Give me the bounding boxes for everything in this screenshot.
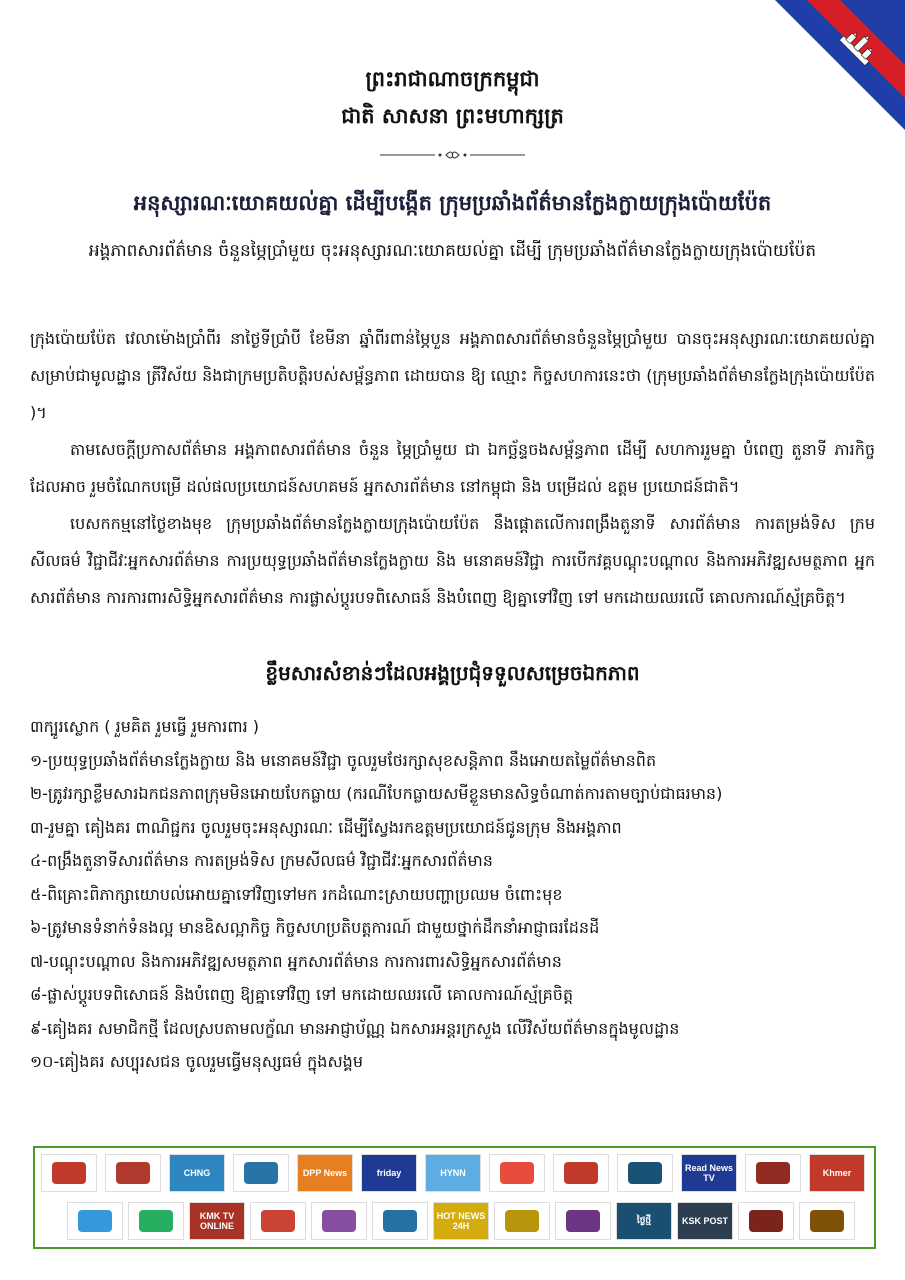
kingdom-heading: ព្រះរាជាណាចក្រកម្ពុជា <box>365 66 540 91</box>
partner-logo: HOT NEWS 24H <box>433 1202 489 1240</box>
partner-logo <box>128 1202 184 1240</box>
partner-logo: KMK TV ONLINE <box>189 1202 245 1240</box>
logo-mark-icon <box>505 1210 539 1232</box>
partner-logo <box>105 1154 161 1192</box>
partner-logo <box>494 1202 550 1240</box>
partner-logo: HYNN <box>425 1154 481 1192</box>
list-item: ២-ត្រូវរក្សាខ្លឹមសារឯកជនភាពក្រុមមិនអោយបែកធ្លាយ (ករណីបែកធ្លាយសមីខ្លួនមានសិទ្ធចំណាត់ការតាមច្បាប់ជាធរមាន) <box>30 784 723 803</box>
list-item: ១០-គៀងគរ សប្បុរសជន ចូលរួមធ្វើមនុស្សធម៌ ក្នុងសង្គម <box>30 1052 363 1071</box>
logo-mark-icon <box>566 1210 600 1232</box>
logo-mark-icon <box>116 1162 150 1184</box>
partner-logo: KSK POST <box>677 1202 733 1240</box>
logo-mark-icon <box>261 1210 295 1232</box>
partner-logo <box>799 1202 855 1240</box>
partner-logo <box>553 1154 609 1192</box>
logo-mark-icon <box>139 1210 173 1232</box>
partner-logo <box>489 1154 545 1192</box>
logo-mark-icon <box>244 1162 278 1184</box>
partner-logo: Read News TV <box>681 1154 737 1192</box>
partner-logo <box>738 1202 794 1240</box>
paragraph: តាមសេចក្តីប្រកាសព័ត៌មាន អង្គភាពសារព័ត៌មាន ចំនួន ម្ភៃប្រាំមួយ ជា ឯកច្ឆ័ន្ទចងសម្ព័ន្ធភាព ដើម្បី សហការរួមគ្នា បំពេញ តួនាទី ភារកិច្ច ដែលអាច រួមចំណែកបម្រើ ដល់ផលប្រយោជន៍សហគមន៍ អ្នកសារព័ត៌មាន នៅកម្ពុជា និង បម្រើដល់ ឧត្តម ប្រយោជន៍ជាតិ។ <box>30 440 875 496</box>
logo-mark-icon <box>322 1210 356 1232</box>
list-item: ១-ប្រយុទ្ធប្រឆាំងព័ត៌មានក្លែងក្លាយ និង មនោគមន៍វិជ្ជា ចូលរួមថែរក្សាសុខសន្តិភាព នឹងអោយតម្លៃព័ត៌មានពិត <box>30 750 657 770</box>
list-item: ៣ក្បូរស្លោក ( រួមគិត រួមធ្វើ រួមការពារ ) <box>30 717 260 736</box>
partner-logo: DPP News <box>297 1154 353 1192</box>
divider-ornament-icon <box>380 148 525 162</box>
partner-logos-band <box>33 1146 876 1249</box>
page-subtitle: អង្គភាពសារព័ត៌មាន ចំនួនម្ភៃប្រាំមួយ ចុះអនុស្សារណៈយោគយល់គ្នា ដើម្បី ក្រុមប្រឆាំងព័ត៌មានក្លែងក្លាយក្រុងប៉ោយប៉ែត <box>88 241 817 261</box>
logo-mark-icon <box>810 1210 844 1232</box>
points-list <box>30 710 875 1079</box>
partner-logo <box>250 1202 306 1240</box>
paragraph: ក្រុងប៉ោយប៉ែត វេលាម៉ោងប្រាំពីរ នាថ្ងៃទីប្រាំបី ខែមីនា ឆ្នាំពីរពាន់ម្ភៃបួន អង្គភាពសារព័ត៌មានចំនួនម្ភៃប្រាំមួយ បានចុះអនុស្សារណៈយោគយល់គ្នា សម្រាប់ជាមូលដ្ឋាន ត្រីវិស័យ និងជាក្រមប្រតិបត្តិរបស់សម្ព័ន្ធភាព ដោយបាន ឱ្យ ឈ្មោះ កិច្ចសហការនេះថា (ក្រុមប្រឆាំងព័ត៌មានក្លែងក្រុងប៉ោយប៉ែត )។ <box>30 329 875 422</box>
partner-logo <box>555 1202 611 1240</box>
logo-mark-icon <box>383 1210 417 1232</box>
national-motto: ជាតិ សាសនា ព្រះមហាក្សត្រ <box>341 103 564 128</box>
page-title: អនុស្សារណៈយោគយល់គ្នា ដើម្បីបង្កើត ក្រុមប្រឆាំងព័ត៌មានក្លែងក្លាយក្រុងប៉ោយប៉ែត <box>133 191 772 215</box>
list-item: ៩-គៀងគរ សមាជិកថ្មី ដែលស្របតាមលក្ខ័ណ មានអាជ្ញាប័ណ្ណ ឯកសារអន្តរក្រសួង លើវិស័យព័ត៌មានក្នុងមូលដ្ឋាន <box>30 1018 680 1038</box>
partner-logo: CHNG <box>169 1154 225 1192</box>
partner-logo <box>372 1202 428 1240</box>
list-item: ៦-ត្រូវមានទំនាក់ទំនងល្អ មានឧិសល្អាកិច្ច កិច្ចសហប្រតិបត្តការណ៍ ជាមួយថ្នាក់ដឹកនាំអាជ្ញាធរដែនដី <box>30 918 600 937</box>
logo-mark-icon <box>52 1162 86 1184</box>
logo-mark-icon <box>749 1210 783 1232</box>
partner-logo <box>745 1154 801 1192</box>
partner-logo: Khmer <box>809 1154 865 1192</box>
logo-mark-icon <box>756 1162 790 1184</box>
list-item: ៥-ពិគ្រោះពិភាក្សាយោបល់អោយគ្នាទៅវិញទៅមក រកដំណោះស្រាយបញ្ហាប្រឈម ចំពោះមុខ <box>30 884 563 904</box>
partner-logo <box>41 1154 97 1192</box>
logo-mark-icon <box>500 1162 534 1184</box>
list-item: ៤-ពង្រឹងតួនាទីសារព័ត៌មាន ការតម្រង់ទិស ក្រមសីលធម៌ វិជ្ជាជីវៈអ្នកសារព័ត៌មាន <box>30 851 493 870</box>
list-item: ៨-ផ្លាស់ប្តូរបទពិសោធន៍ និងបំពេញ ឱ្យគ្នាទៅវិញ ទៅ មកដោយឈរលើ គោលការណ៍ស្ម័គ្រចិត្ត <box>30 985 574 1004</box>
list-item: ៧-បណ្តុះបណ្តាល និងការអភិវឌ្ឍសមត្ថភាព អ្នកសារព័ត៌មាន ការការពារសិទ្ធិអ្នកសារព័ត៌មាន <box>30 951 562 971</box>
logo-mark-icon <box>628 1162 662 1184</box>
partner-logo <box>67 1202 123 1240</box>
partner-logo <box>617 1154 673 1192</box>
section-title: ខ្លឹមសារសំខាន់ៗដែលអង្គប្រជុំទទួលសម្រេចឯកភាព <box>265 661 640 685</box>
paragraph: បេសកកម្មនៅថ្ងៃខាងមុខ ក្រុមប្រឆាំងព័ត៌មានក្លែងក្លាយក្រុងប៉ោយប៉ែត នឹងផ្តោតលើការពង្រឹងតួនាទី សារព័ត៌មាន ការតម្រង់ទិស ក្រមសីលធម៌ វិជ្ជាជីវៈអ្នកសារព័ត៌មាន ការប្រយុទ្ធប្រឆាំងព័ត៌មានក្លែងក្លាយ និង មនោគមន៍វិជ្ជា ការបើកវគ្គបណ្តុះបណ្តាល និងការអភិវឌ្ឍសមត្ថភាព អ្នកសារព័ត៌មាន ការការពារសិទ្ធិអ្នកសារព័ត៌មាន ការផ្លាស់ប្តូរបទពិសោធន៍ និងបំពេញ ឱ្យគ្នាទៅវិញ ទៅ មកដោយឈរលើ គោលការណ៍ស្ម័គ្រចិត្ត។ <box>30 514 875 607</box>
partner-logo: ថ្ងៃថ្មី <box>616 1202 672 1240</box>
logo-mark-icon <box>564 1162 598 1184</box>
list-item: ៣-រួមគ្នា គៀងគរ ពាណិជ្ជករ ចូលរួមចុះអនុស្សារណៈ ដើម្បីស្វែងរកឧត្តមប្រយោជន៍ជូនក្រុម និងអង្គភាព <box>30 817 622 837</box>
article-body <box>30 320 875 616</box>
partner-logo <box>233 1154 289 1192</box>
partner-logo: friday <box>361 1154 417 1192</box>
logo-mark-icon <box>78 1210 112 1232</box>
partner-logo <box>311 1202 367 1240</box>
